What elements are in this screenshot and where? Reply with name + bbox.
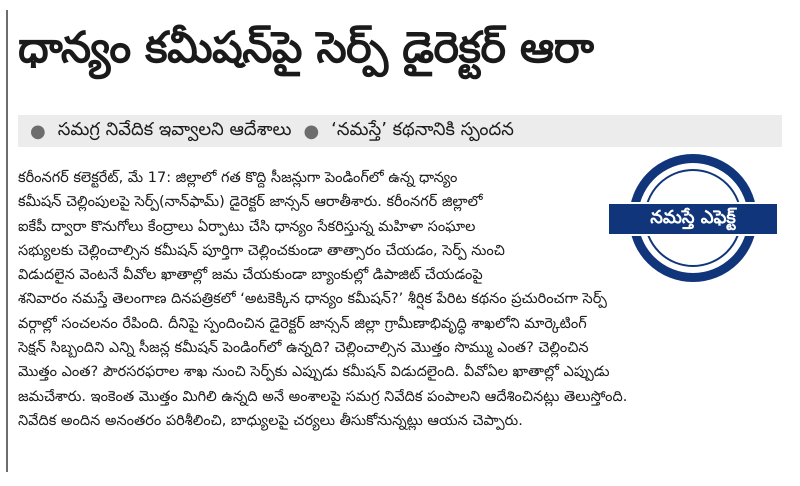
body-line: శనివారం నమస్తే తెలంగాణ దినపత్రికలో ‘అటకెక్కిన ధాన్యం కమీషన్?’ శీర్షిక పేరిట కథనం ప్రచురించగా సెర్ప్	[18, 291, 607, 308]
body-line: విడుదలైన వెంటనే వీవోల ఖాతాల్లో జమ చేయకుండా బ్యాంకుల్లో డిపాజిట్ చేయడంపై	[18, 267, 483, 284]
stamp-label: నమస్తే ఎఫెక్ట్	[607, 202, 779, 236]
body-line: కమీషన్ చెల్లింపులపై సెర్ప్(నాన్‌ఫామ్) డైరెక్టర్ జాన్సన్ ఆరాతీశారు. కరీంనగర్ జిల్లాలో	[18, 194, 483, 211]
subheadline-1: సమగ్ర నివేదిక ఇవ్వాలని ఆదేశాలు	[57, 118, 292, 140]
body-line: ఐకేపీ ద్వారా కొనుగోలు కేంద్రాలు ఏర్పాటు చేసి ధాన్యం సేకరిస్తున్న మహిళా సంఘాల	[18, 218, 476, 235]
column-rule	[6, 10, 8, 472]
namaste-effect-stamp	[607, 154, 779, 290]
body-line: జమచేశారు. ఇంకెంత మొత్తం మిగిలి ఉన్నది అనే అంశాలపై సమగ్ర నివేదిక పంపాలని ఆదేశించినట్లు తెలుస్తోంది.	[18, 388, 628, 405]
bullet-icon: ●	[303, 120, 320, 142]
body-line: వర్గాల్లో సంచలనం రేపింది. దీనిపై స్పందించిన డైరెక్టర్ జాన్సన్ జిల్లా గ్రామీణాభివృద్ధి శాఖలోని మార్కెటింగ్	[18, 315, 587, 332]
body-line: కరీంనగర్ కలెక్టరేట్, మే 17: జిల్లాలో గత కొద్ది సీజన్లుగా పెండింగ్‌లో ఉన్న ధాన్యం	[18, 170, 458, 186]
bullet-icon: ●	[30, 120, 46, 142]
body-line: మొత్తం ఎంత? పౌరసరఫరాల శాఖ నుంచి సెర్ప్‌కు ఎప్పుడు కమీషన్ విడుదలైంది. వీవోఏల ఖాతాల్లో ఎప్పుడు	[18, 364, 610, 381]
body-line: సభ్యులకు చెల్లించాల్సిన కమీషన్ పూర్తిగా చెల్లించకుండా తాత్సారం చేయడం, సెర్ప్ నుంచి	[18, 242, 505, 259]
subheadline-bar	[18, 115, 782, 147]
body-line: నివేదిక అందిన అనంతరం పరిశీలించి, బాధ్యులపై చర్యలు తీసుకోనున్నట్లు ఆయన చెప్పారు.	[18, 412, 523, 429]
article-headline: ధాన్యం కమీషన్‌పై సెర్ప్ డైరెక్టర్ ఆరా	[18, 23, 594, 73]
subheadline-2: ‘నమస్తే’ కథనానికి స్పందన	[331, 118, 514, 140]
body-line: సెక్షన్ సిబ్బందిని ఎన్ని సీజన్ల కమీషన్ పెండింగ్‌లో ఉన్నది? చెల్లించాల్సిన మొత్తం సొమ్ము ఎంత? చెల్లించిన	[18, 340, 589, 357]
